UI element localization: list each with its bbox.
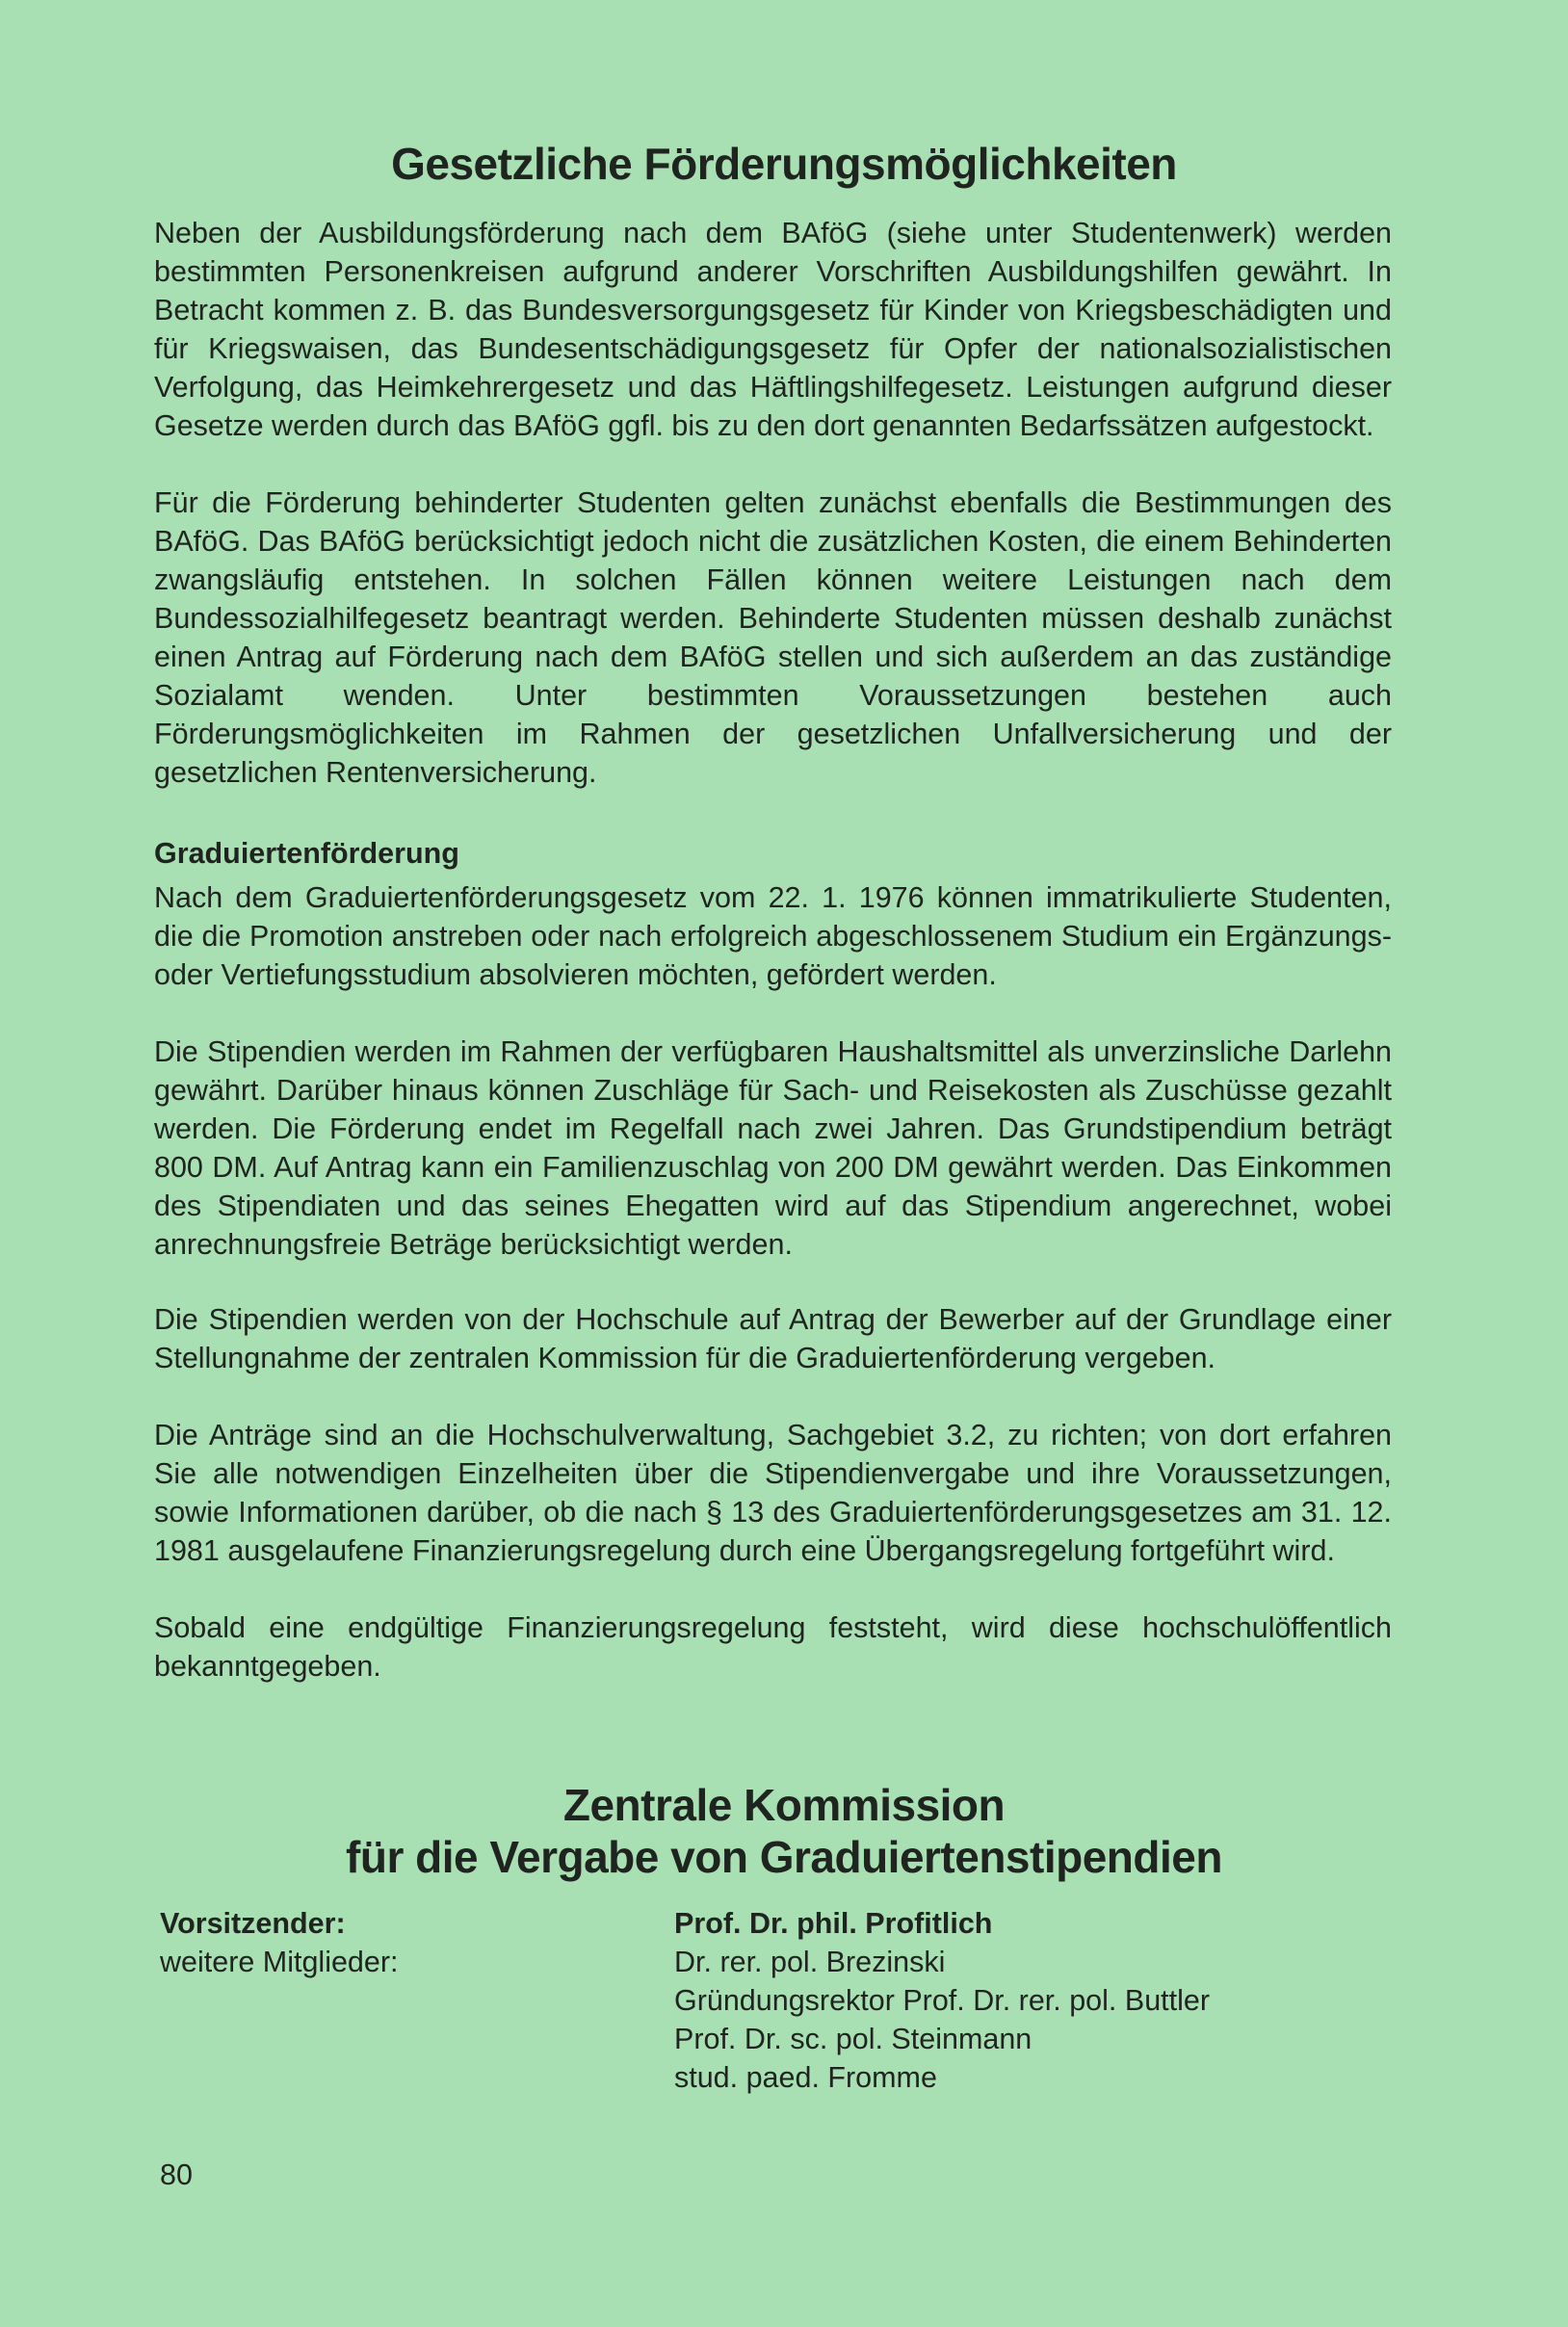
section-subheading: Graduiertenförderung bbox=[154, 837, 459, 870]
commission-title-line1: Zentrale Kommission bbox=[562, 1780, 1006, 1830]
paragraph-final-regulation: Sobald eine endgültige Finanzierungsregelung feststeht, wird diese hochschulöffentlich bekanntgegeben. bbox=[154, 1611, 1392, 1683]
page-number: 80 bbox=[160, 2158, 193, 2191]
page-heading: Gesetzliche Förderungsmöglichkeiten bbox=[391, 139, 1177, 189]
chair-label: Vorsitzender: bbox=[160, 1907, 346, 1940]
paragraph-stipend-award: Die Stipendien werden von der Hochschule auf Antrag der Bewerber auf der Grundlage einer Stellungnahme der zentralen Kommission für die Graduiertenförderung vergeben. bbox=[154, 1303, 1392, 1374]
member-name: stud. paed. Fromme bbox=[674, 2061, 937, 2094]
commission-title-line2: für die Vergabe von Graduiertenstipendien bbox=[346, 1832, 1222, 1882]
members-label: weitere Mitglieder: bbox=[160, 1946, 399, 1978]
member-name: Dr. rer. pol. Brezinski bbox=[674, 1946, 946, 1978]
paragraph-stipend-terms: Die Stipendien werden im Rahmen der verfügbaren Haushaltsmittel als unverzinsliche Darlehn gewährt. Darüber hinaus können Zuschläge für Sach- und Reisekosten als Zuschüsse gezahlt werden. Die Förderung endet im Regelfall nach zwei Jahren. Das Grundstipendium beträgt 800 DM. Auf Antrag kann ein Familienzuschlag von 200 DM gewährt werden. Das Einkommen des Stipendiaten und das seines Ehegatten wird auf das Stipendium angerechnet, wobei anrechnungsfreie Beträge berücksichtigt werden. bbox=[154, 1035, 1392, 1261]
paragraph-applications: Die Anträge sind an die Hochschulverwaltung, Sachgebiet 3.2, zu richten; von dort erfahren Sie alle notwendigen Einzelheiten über die Stipendienvergabe und ihre Voraussetzungen, sowie Informationen darüber, ob die nach § 13 des Graduiertenförderungsgesetzes am 31. 12. 1981 ausgelaufene Finanzierungsregelung durch eine Übergangsregelung fortgeführt wird. bbox=[154, 1419, 1392, 1567]
member-name: Prof. Dr. sc. pol. Steinmann bbox=[674, 2023, 1032, 2055]
paragraph-graduate-law: Nach dem Graduiertenförderungsgesetz vom 22. 1. 1976 können immatrikulierte Studenten, die die Promotion anstreben oder nach erfolgreich abgeschlossenem Studium ein Ergänzungs- oder Vertiefungsstudium absolvieren möchten, gefördert werden. bbox=[154, 881, 1392, 991]
paragraph-disabled-students: Für die Förderung behinderter Studenten gelten zunächst ebenfalls die Bestimmungen des BAföG. Das BAföG berücksichtigt jedoch nicht die zusätzlichen Kosten, die einem Behinderten zwangsläufig entstehen. In solchen Fällen können weitere Leistungen nach dem Bundessozialhilfegesetz beantragt werden. Behinderte Studenten müssen deshalb zunächst einen Antrag auf Förderung nach dem BAföG stellen und sich außerdem an das zuständige Sozialamt wenden. Unter bestimmten Voraussetzungen bestehen auch Förderungsmöglichkeiten im Rahmen der gesetzlichen Unfallversicherung und der gesetzlichen Rentenversicherung. bbox=[154, 486, 1392, 789]
member-name: Gründungsrektor Prof. Dr. rer. pol. Buttler bbox=[674, 1984, 1211, 2017]
chair-name: Prof. Dr. phil. Profitlich bbox=[674, 1907, 993, 1940]
paragraph-intro: Neben der Ausbildungsförderung nach dem BAföG (siehe unter Studentenwerk) werden bestimmten Personenkreisen aufgrund anderer Vorschriften Ausbildungshilfen gewährt. In Betracht kommen z. B. das Bundesversorgungsgesetz für Kinder von Kriegsbeschädigten und für Kriegswaisen, das Bundesentschädigungsgesetz für Opfer der nationalsozialistischen Verfolgung, das Heimkehrergesetz und das Häftlingshilfegesetz. Leistungen aufgrund dieser Gesetze werden durch das BAföG ggfl. bis zu den dort genannten Bedarfssätzen aufgestockt. bbox=[154, 217, 1392, 442]
